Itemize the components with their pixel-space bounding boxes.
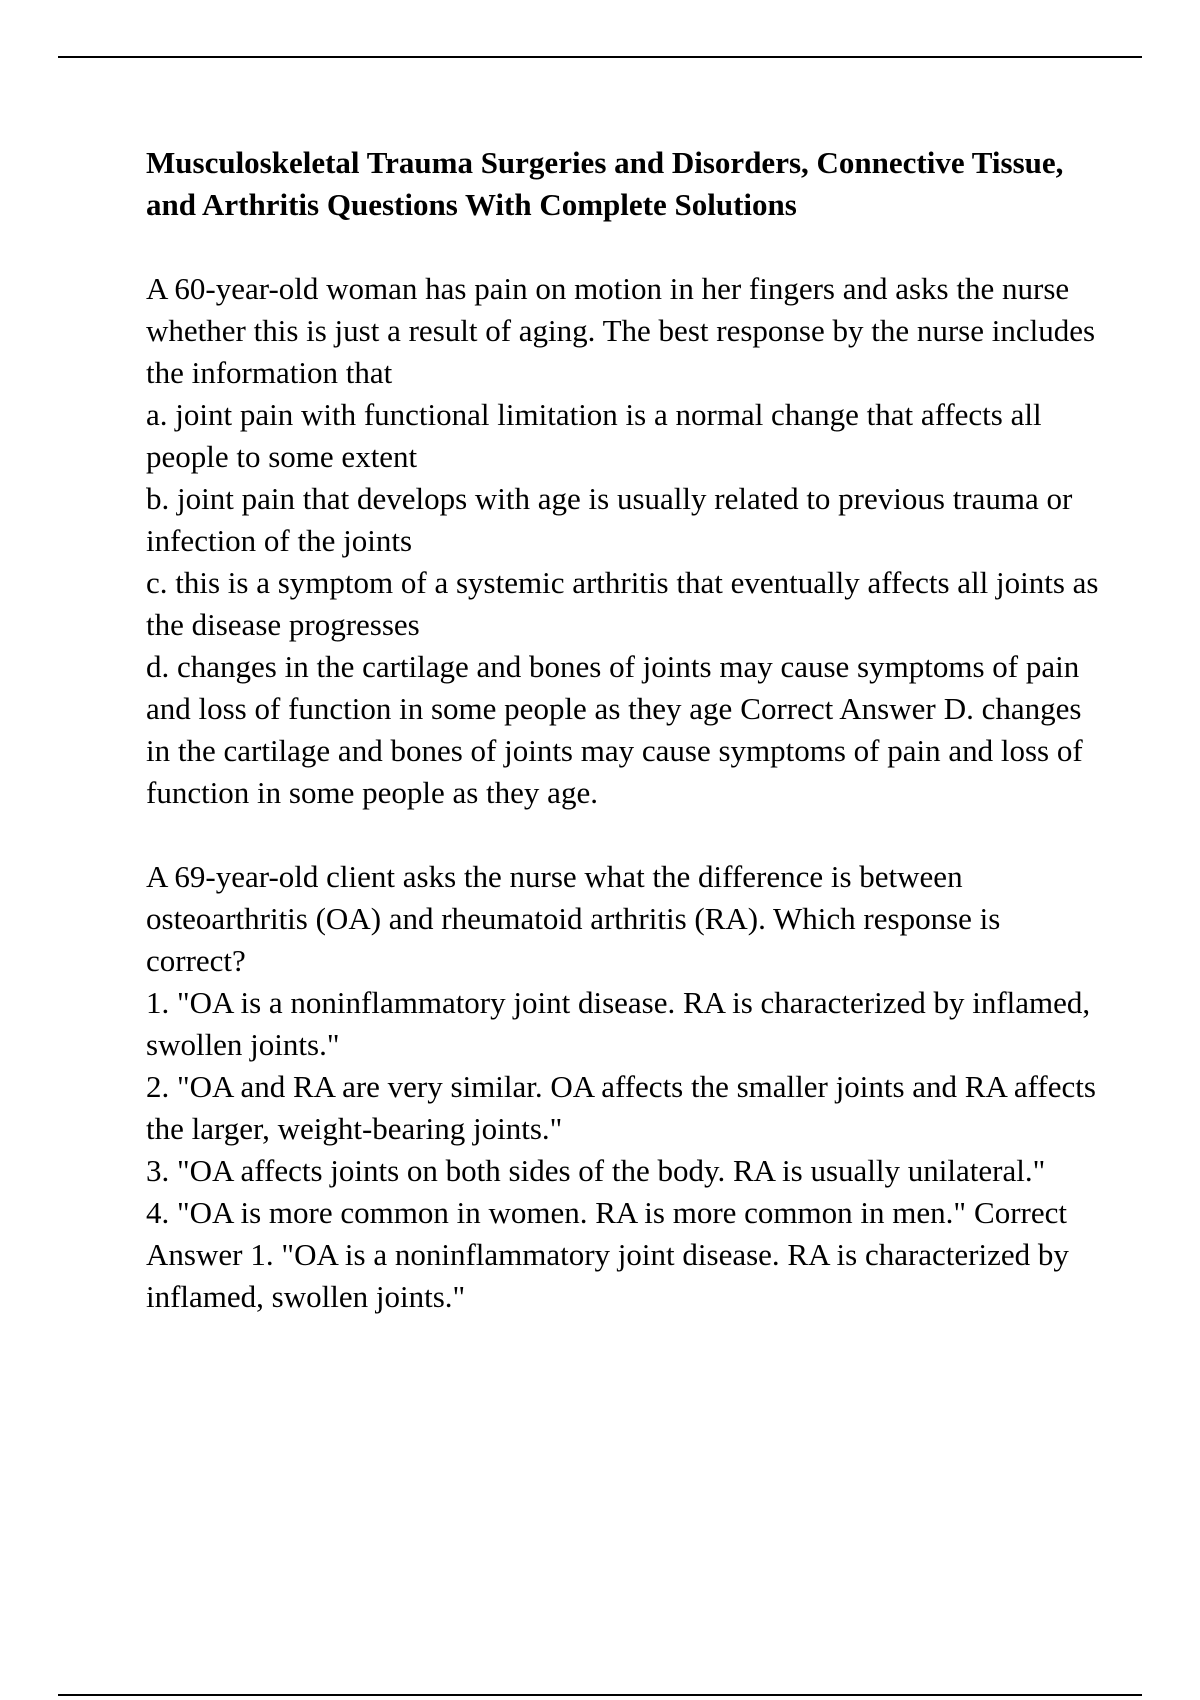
answer-option-with-correct-answer xyxy=(146,1192,1106,1318)
answer-option: 2. "OA and RA are very similar. OA affects the smaller joints and RA affects the larger, weight-bearing joints." xyxy=(146,1069,1096,1146)
document-title: Musculoskeletal Trauma Surgeries and Disorders, Connective Tissue, and Arthritis Questions With Complete Solutions xyxy=(146,145,1064,222)
top-divider xyxy=(58,56,1142,58)
question-1 xyxy=(146,268,1106,814)
correct-answer-label: Correct Answer xyxy=(740,691,936,726)
answer-option: 4. "OA is more common in women. RA is more common in men." xyxy=(146,1195,967,1230)
document-body xyxy=(146,142,1106,1360)
answer-option: 3. "OA affects joints on both sides of the body. RA is usually unilateral." xyxy=(146,1153,1046,1188)
correct-answer-text: 1. "OA is a noninflammatory joint disease. RA is characterized by inflamed, swollen joints." xyxy=(146,1237,1069,1314)
question-stem: A 60-year-old woman has pain on motion in her fingers and asks the nurse whether this is just a result of aging. The best response by the nurse includes the information that xyxy=(146,271,1096,390)
question-2 xyxy=(146,856,1106,1318)
answer-option-with-correct-answer xyxy=(146,646,1106,814)
correct-answer-label: Correct Answer xyxy=(146,1195,1068,1272)
answer-option: b. joint pain that develops with age is usually related to previous trauma or infection of the joints xyxy=(146,481,1073,558)
question-stem: A 69-year-old client asks the nurse what the difference is between osteoarthritis (OA) and rheumatoid arthritis (RA). Which response is correct? xyxy=(146,859,1001,978)
correct-answer-text: D. changes in the cartilage and bones of joints may cause symptoms of pain and loss of function in some people as they age. xyxy=(146,691,1083,810)
bottom-divider xyxy=(58,1694,1142,1696)
answer-option: c. this is a symptom of a systemic arthritis that eventually affects all joints as the disease progresses xyxy=(146,565,1099,642)
answer-option: a. joint pain with functional limitation is a normal change that affects all people to some extent xyxy=(146,397,1042,474)
answer-option: 1. "OA is a noninflammatory joint disease. RA is characterized by inflamed, swollen joints." xyxy=(146,985,1091,1062)
answer-option: d. changes in the cartilage and bones of joints may cause symptoms of pain and loss of function in some people as they age xyxy=(146,649,1080,726)
